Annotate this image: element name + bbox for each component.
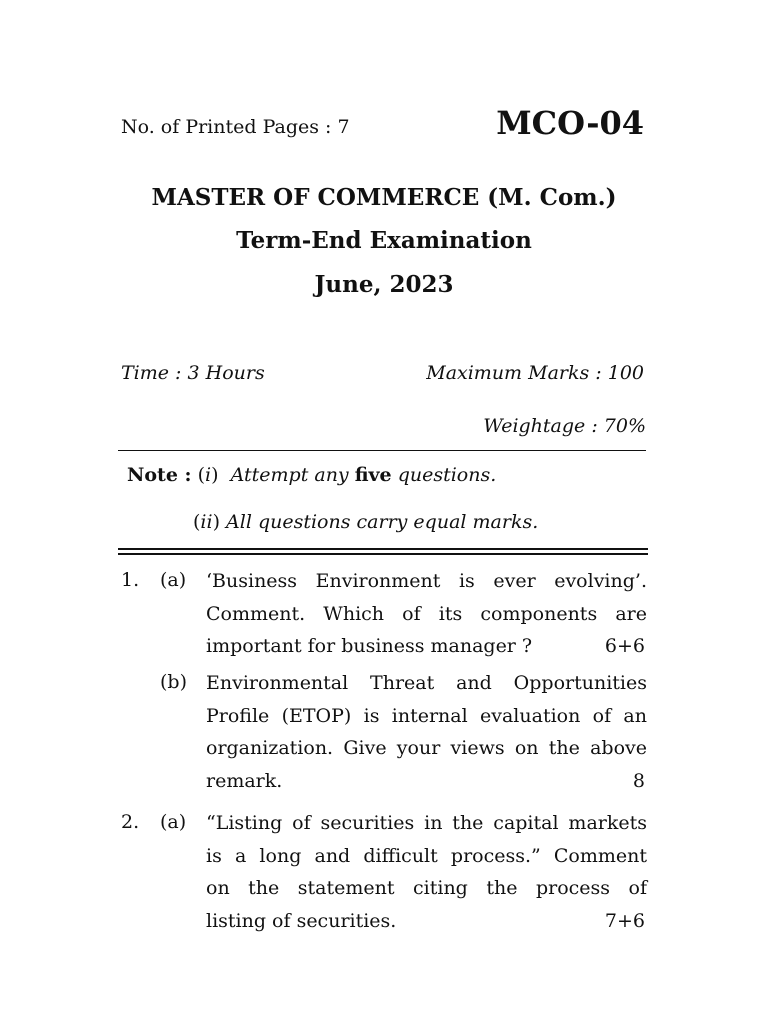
note-label: Note :	[127, 464, 192, 486]
note-i-text-pre: Attempt any	[230, 464, 355, 486]
question-number: 1.	[121, 569, 140, 591]
note-i-open: (	[197, 464, 206, 486]
question-part-label: (b)	[160, 671, 187, 693]
question-line: “Listing of securities in the capital markets	[206, 812, 647, 834]
question-text	[206, 565, 647, 663]
question-part-label: (a)	[160, 569, 187, 591]
note-line-2	[193, 511, 538, 533]
question-line: ‘Business Environment is ever evolving’.	[206, 570, 647, 592]
note-i-close: )	[211, 464, 219, 486]
question-line: important for business manager ?	[206, 635, 533, 657]
question-line: Profile (ETOP) is internal evaluation of an	[206, 704, 647, 727]
question-line: Environmental Threat and Opportunities	[206, 672, 647, 694]
question-line: remark.	[206, 769, 283, 792]
question-line: organization. Give your views on the above	[206, 737, 647, 759]
note-i-roman: i	[205, 464, 212, 486]
question-number: 2.	[121, 811, 140, 833]
question-marks: 7+6	[604, 909, 645, 932]
question-marks: 8	[632, 769, 645, 792]
note-ii-close: )	[212, 511, 220, 533]
exam-title: Term-End Examination	[236, 227, 532, 254]
question-text	[206, 667, 647, 797]
question-line: on the statement citing the process of	[206, 877, 647, 899]
note-ii-open: (	[193, 511, 201, 533]
question-line: Comment. Which of its components are	[206, 602, 647, 625]
note-ii-roman: ii	[200, 511, 213, 533]
note-i-text-post: questions.	[391, 464, 497, 486]
degree-title: MASTER OF COMMERCE (M. Com.)	[151, 184, 617, 211]
double-rule-bottom	[118, 553, 648, 555]
question-part-label: (a)	[160, 811, 187, 833]
question-marks: 6+6	[604, 635, 645, 657]
question-line-last	[206, 765, 647, 798]
question-text	[206, 807, 647, 937]
divider	[118, 450, 646, 451]
exam-session: June, 2023	[314, 271, 454, 298]
question-line-last	[206, 630, 647, 663]
double-rule-top	[118, 548, 648, 550]
note-ii-text: All questions carry equal marks.	[220, 511, 539, 533]
note-i-text-bold: five	[354, 464, 392, 486]
question-line: listing of securities.	[206, 909, 397, 932]
printed-pages: No. of Printed Pages : 7	[121, 116, 350, 138]
note-line-1	[127, 464, 496, 486]
question-line-last	[206, 905, 647, 938]
question-line: is a long and difficult process.” Comment	[206, 844, 647, 867]
exam-time: Time : 3 Hours	[121, 362, 265, 384]
course-code: MCO-04	[496, 104, 644, 142]
maximum-marks: Maximum Marks : 100	[426, 362, 644, 384]
weightage: Weightage : 70%	[483, 415, 646, 437]
